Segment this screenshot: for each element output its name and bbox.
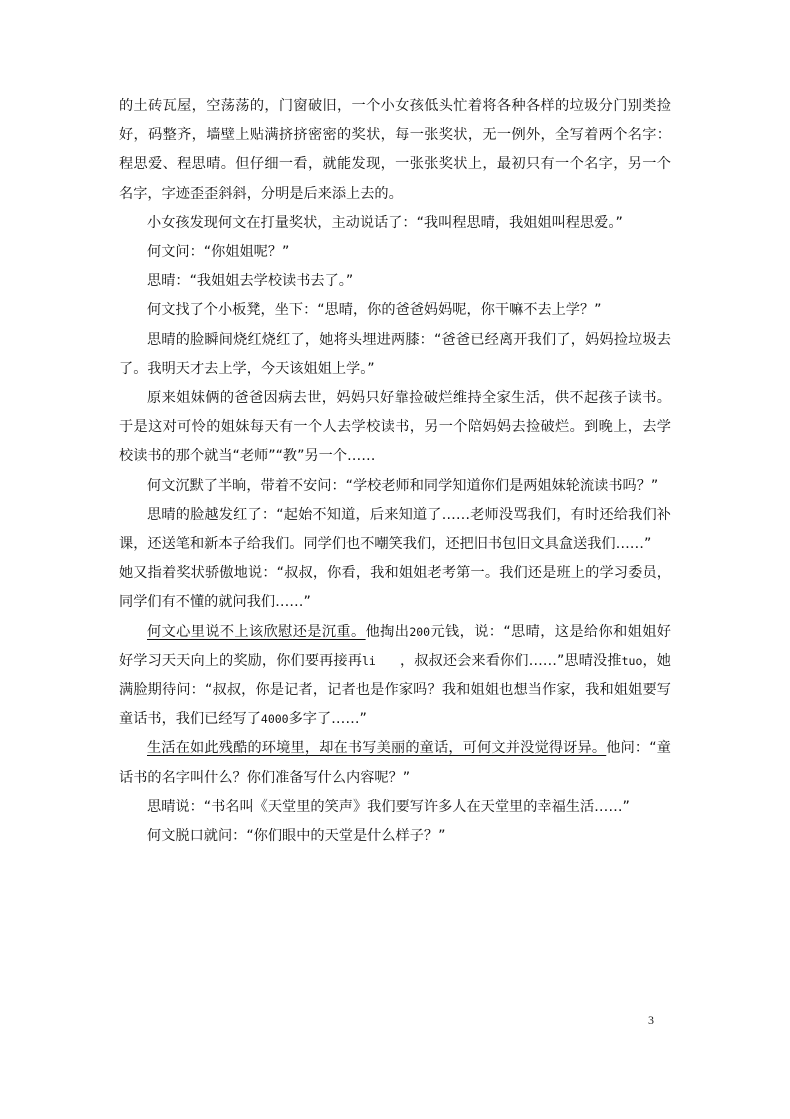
paragraph-sister-at-school: 思晴：“我姐姐去学校读书去了。” [147,273,354,290]
paragraph-money-gift [119,618,671,735]
underlined-sentence-cruel-environment: 生活在如此残酷的环境里，却在书写美丽的童话，可何文并没觉得讶异。 [147,740,607,757]
word-count-number: 4000 [260,712,289,727]
text-segment: 他问：“童话书的名字叫什么？你们准备写什么内容呢？” [119,740,671,786]
article-body [119,92,671,851]
paragraph-hewen-uneasy-question: 何文沉默了半晌，带着不安问：“学校老师和同学知道你们是两姐妹轮流读书吗？” [147,477,659,494]
page-number: 3 [648,1013,654,1027]
underlined-sentence-hewen-feelings: 何文心里说不上该欣慰还是沉重。 [147,623,366,640]
paragraph-family-background: 原来姐妹俩的爸爸因病去世，妈妈只好靠捡破烂维持全家生活，供不起孩子读书。于是这对可怜的姐妹每天有一个人去学校读书，另一个陪妈妈去捡破烂。到晚上，去学校读书的那个就当“老师”“教”另一个…… [119,390,671,465]
paragraph-heaven-question: 何文脱口就问：“你们眼中的天堂是什么样子？” [147,828,446,845]
text-segment: ，她满脸期待问：“叔叔，你是记者，记者也是作家吗？我和姐姐也想当作家，我和姐姐要写童话书，我们已经写了 [119,652,671,728]
paragraph-house-description: 的土砖瓦屋，空荡荡的，门窗破旧，一个小女孩低头忙着将各种各样的垃圾分门别类捡好，码整齐，墙壁上贴满挤挤密密的奖状，每一张奖状，无一例外，全写着两个名字：程思爱、程思晴。但仔细一看，就能发现，一张张奖状上，最初只有一个名字，另一个名字，字迹歪歪斜斜，分明是后来添上去的。 [119,98,671,202]
paragraph-hewen-asks-sister: 何文问：“你姐姐呢？” [147,244,290,261]
paragraph-teachers-help: 思晴的脸越发红了：“起始不知道，后来知道了……老师没骂我们，有时还给我们补课，还送笔和新本子给我们。同学们也不嘲笑我们，还把旧书包旧文具盒送我们……” [119,506,671,553]
text-segment: 元钱，说：“思晴，这是给你和姐姐好好学习天天向上的奖励，你们要再接再 [119,623,671,669]
paragraph-fairy-tale [119,734,671,792]
paragraph-book-title: 思晴说：“书名叫《天堂里的笑声》我们要写许多人在天堂里的幸福生活……” [147,798,630,815]
text-segment: 他掏出 [365,623,410,640]
pinyin-blank-tuo: tuo [621,653,643,668]
pinyin-blank-li: li [362,653,376,668]
paragraph-hewen-sits-down: 何文找了个小板凳，坐下：“思晴，你的爸爸妈妈呢，你干嘛不去上学？” [147,302,602,319]
text-segment: 多字了……” [288,711,367,728]
paragraph-awards-pride: 她又指着奖状骄傲地说：“叔叔，你看，我和姐姐老考第一。我们还是班上的学习委员，同学们有不懂的就问我们……” [119,565,671,611]
paragraph-girl-answers-parents: 思晴的脸瞬间烧红烧红了，她将头埋进两膝：“爸爸已经离开我们了，妈妈捡垃圾去了。我明天才去上学，今天该姐姐上学。” [119,331,671,377]
text-segment: ，叔叔还会来看你们……”思晴没推 [399,652,622,669]
paragraph-girl-introduction: 小女孩发现何文在打量奖状，主动说话了：“我叫程思晴，我姐姐叫程思爱。” [147,214,623,231]
amount-number: 200 [409,624,431,639]
